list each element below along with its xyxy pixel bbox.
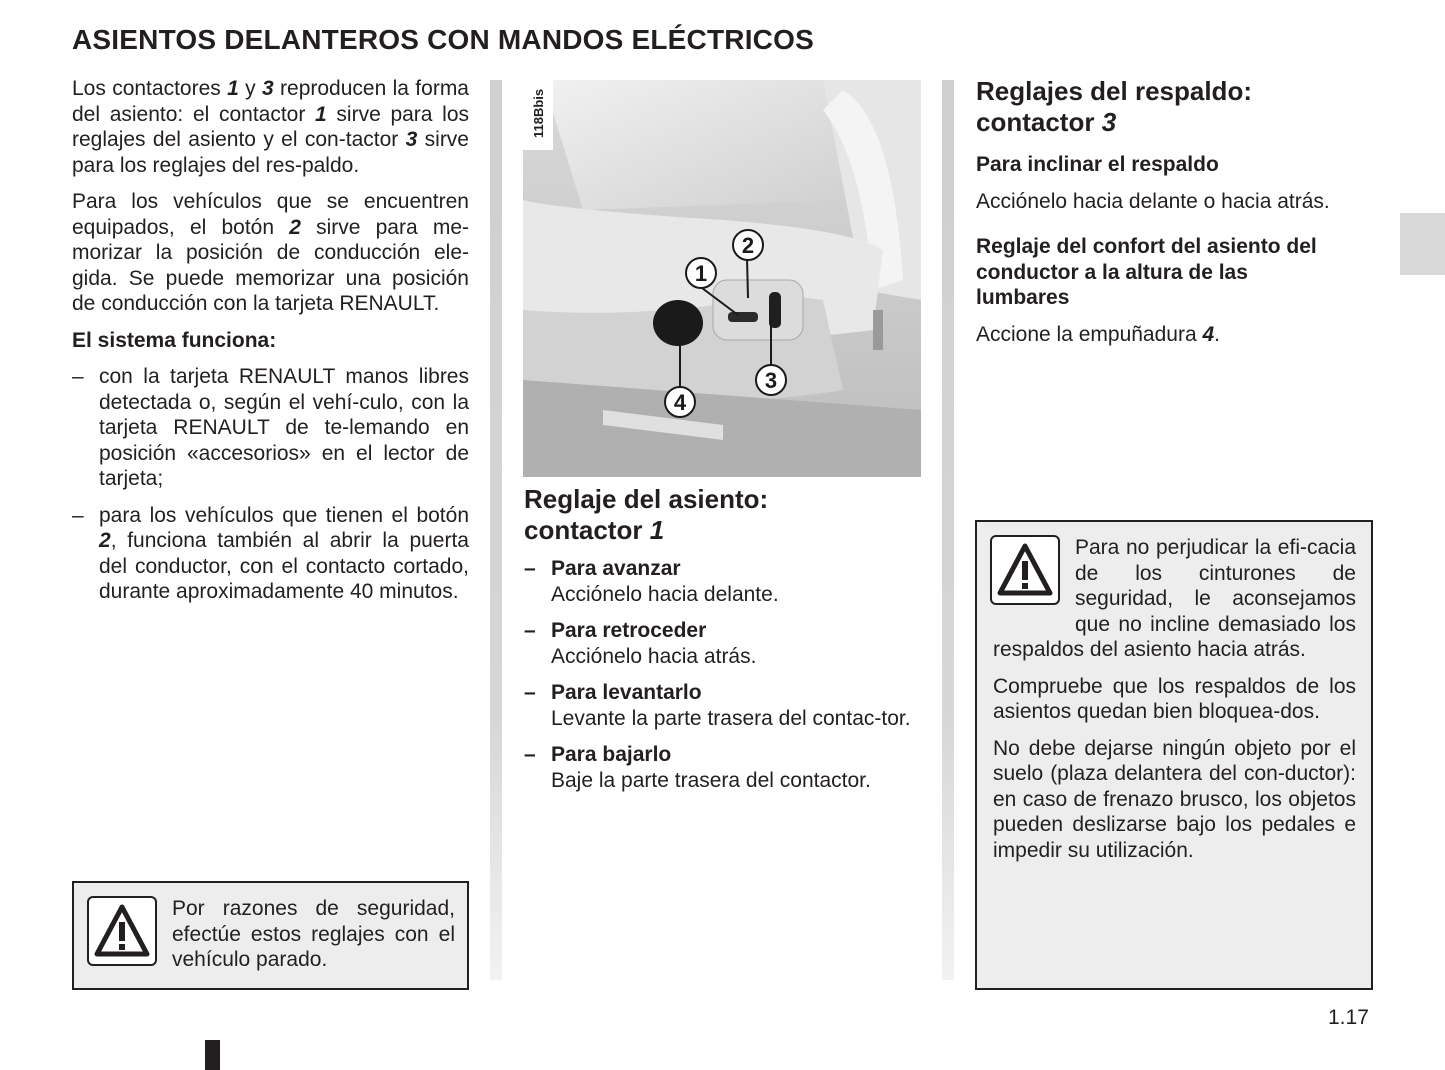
svg-text:1: 1 (694, 261, 708, 286)
seat-adjust-heading (524, 484, 921, 546)
heading-line: Reglajes del respaldo: (976, 76, 1252, 106)
handle-number: 4 (1202, 322, 1215, 346)
list-item-title: Para retroceder (551, 619, 707, 642)
list-dash: – (524, 681, 536, 704)
seatbelt-warning-box (975, 520, 1373, 990)
list-dash: – (72, 365, 84, 388)
memory-paragraph: Para los vehículos que se encuentren equipados, el botón 2 sirve para me-morizar la posición de conducción ele-gida. Se puede memorizar una posición de conducción con la tarjeta RENAULT. (72, 190, 469, 315)
heading-line: contactor (976, 107, 1102, 137)
list-dash: – (72, 503, 84, 527)
backrest-heading (976, 76, 1372, 138)
warning-paragraph: Para no perjudicar la efi-cacia de los cinturones de seguridad, le aconsejamos que no incline demasiado los respaldos del asiento hacia atrás. (993, 536, 1356, 661)
lumbar-text: Accione la empuñadura 4. (976, 322, 1221, 346)
emphasis-number: 2 (99, 529, 111, 552)
list-item-title: Para levantarlo (551, 681, 702, 704)
warning-paragraph: Compruebe que los respaldos de los asientos quedan bien bloquea-dos. (993, 674, 1356, 723)
page-number: 1.17 (1328, 1006, 1369, 1029)
callout-3 (756, 365, 786, 395)
section-thumb-tab (1400, 213, 1445, 275)
page-title: ASIENTOS DELANTEROS CON MANDOS ELÉCTRICOS (72, 24, 814, 55)
list-dash: – (524, 743, 536, 766)
list-item-text: Acciónelo hacia delante. (551, 582, 779, 606)
warning-triangle-icon (87, 896, 157, 966)
middle-column (524, 484, 921, 804)
list-item (72, 503, 469, 605)
svg-text:4: 4 (673, 390, 687, 415)
emphasis-number: 3 (262, 77, 274, 100)
lumbar-subheading: Reglaje del confort del asiento del conductor a la altura de las lumbares (976, 235, 1317, 309)
list-item (524, 680, 921, 731)
recline-text: Acciónelo hacia delante o hacia atrás. (976, 189, 1330, 213)
heading-line: contactor (524, 515, 650, 545)
right-column (976, 76, 1372, 358)
left-column (72, 76, 469, 616)
list-item-text: con la tarjeta RENAULT manos libres detectada o, según el vehí-culo, con la tarjeta RENAULT de te-lemando en posición «accesorios» en el lector de tarjeta; (99, 365, 469, 490)
recline-subheading: Para inclinar el respaldo (976, 153, 1219, 176)
list-item-text: Levante la parte trasera del contac-tor. (551, 706, 911, 730)
column-divider (490, 80, 502, 980)
list-item-text: para los vehículos que tienen el botón 2, funciona también al abrir la puerta del conductor, con el contacto cortado, durante aproximadamente 40 minutos. (99, 503, 469, 603)
list-dash: – (524, 557, 536, 580)
column-divider (942, 80, 954, 980)
callout-1 (686, 258, 716, 288)
svg-text:2: 2 (741, 233, 755, 258)
emphasis-number: 1 (227, 77, 239, 100)
heading-number: 3 (1101, 107, 1117, 137)
emphasis-number: 2 (289, 215, 301, 239)
heading-number: 1 (649, 515, 665, 545)
safety-warning-box (72, 881, 469, 990)
callout-4 (665, 387, 695, 417)
list-item (524, 742, 921, 793)
list-item (524, 618, 921, 669)
emphasis-number: 3 (405, 128, 418, 151)
callout-2 (733, 230, 763, 260)
heading-line: Reglaje del asiento: (524, 484, 769, 514)
intro-paragraph: Los contactores 1 y 3 reproducen la forma del asiento: el contactor 1 sirve para los reglajes del asiento y el con-tactor 3 sirve para los reglajes del res-paldo. (72, 77, 470, 177)
list-item-title: Para bajarlo (551, 743, 672, 766)
list-item-text: Acciónelo hacia atrás. (551, 644, 757, 668)
list-item-text: Baje la parte trasera del contactor. (551, 768, 871, 792)
svg-text:3: 3 (764, 368, 778, 393)
list-item (524, 556, 921, 607)
list-item (72, 364, 469, 492)
safety-warning-text: Por razones de seguridad, efectúe estos reglajes con el vehículo parado. (172, 897, 455, 971)
seat-photo (523, 80, 921, 477)
warning-paragraph: No debe dejarse ningún objeto por el suelo (plaza delantera del con-ductor): en caso de frenazo brusco, los objetos pueden deslizarse bajo los pedales e impedir su utilización. (993, 736, 1356, 862)
system-heading: El sistema funciona: (72, 328, 277, 352)
print-mark (205, 1040, 220, 1070)
list-item-title: Para avanzar (551, 557, 681, 580)
list-dash: – (524, 619, 536, 642)
photo-code-label: 118Bbis (531, 88, 546, 138)
seatbelt-warning-text (993, 535, 1356, 863)
emphasis-number: 1 (315, 102, 327, 126)
